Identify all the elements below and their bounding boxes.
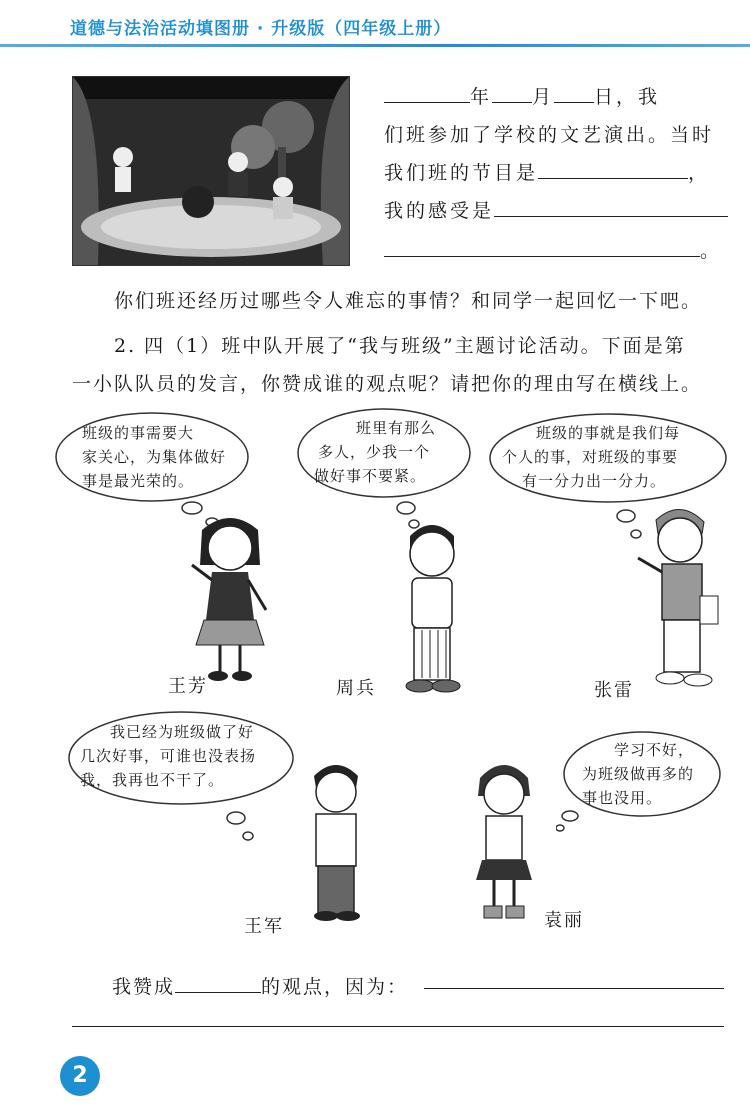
bubble-text: 班级的事需要大 家关心，为集体做好 事是最光荣的。: [82, 424, 227, 490]
bubble-text: 我已经为班级做了好 几次好事，可谁也没表扬 我，我再也不干了。: [80, 723, 257, 789]
name-yuanli: 袁丽: [544, 910, 584, 931]
girl-yuanli-illustration: [464, 756, 544, 926]
speech-bubble-wangjun: [66, 708, 296, 848]
question-line-2: 一小队队员的发言，你赞成谁的观点呢？请把你的理由写在横线上。: [72, 373, 703, 395]
program-label: 我们班的节目是: [384, 162, 539, 184]
fill-line-2: 们班参加了学校的文艺演出。当时: [384, 124, 715, 146]
reason-blank-1[interactable]: [424, 988, 724, 989]
boy-zhanglei-illustration: [628, 500, 728, 690]
name-zhoubing: 周兵: [336, 678, 376, 699]
fill-line-3: [384, 154, 710, 192]
boy-zhoubing-illustration: [392, 514, 472, 694]
month-blank[interactable]: [492, 78, 532, 103]
speech-bubble-yuanli: [556, 728, 722, 838]
stage-performance-illustration: [72, 76, 350, 266]
feeling-blank[interactable]: [494, 192, 728, 217]
year-blank[interactable]: [384, 78, 470, 103]
agree-label: 我赞成: [112, 976, 176, 998]
agree-name-blank[interactable]: [175, 968, 261, 993]
reason-label: 的观点，因为：: [261, 976, 409, 998]
feeling-blank-2[interactable]: [384, 232, 700, 257]
recall-paragraph: 你们班还经历过哪些令人难忘的事情？和同学一起回忆一下吧。: [114, 290, 703, 312]
header-rule: [0, 44, 750, 47]
comma: ，: [688, 162, 711, 184]
year-label: 年: [470, 86, 493, 108]
bubble-text: 班里有那么 多人，少我一个 做好事不要紧。: [314, 419, 437, 485]
feeling-label: 我的感受是: [384, 200, 495, 222]
period: 。: [700, 240, 723, 262]
bubble-text: 班级的事就是我们每 个人的事，对班级的事要 有一分力出一分力。: [502, 424, 681, 490]
day-blank[interactable]: [554, 78, 594, 103]
girl-wangfang-illustration: [180, 510, 280, 685]
fill-line-5: [384, 232, 722, 270]
reason-blank-2[interactable]: [72, 1026, 724, 1027]
boy-wangjun-illustration: [296, 756, 376, 922]
name-wangjun: 王军: [244, 916, 284, 937]
answer-line: [112, 968, 408, 999]
month-label: 月: [532, 86, 555, 108]
fill-line-4: [384, 192, 728, 230]
name-zhanglei: 张雷: [594, 680, 634, 701]
bubble-text: 学习不好， 为班级做再多的 事也没用。: [582, 741, 695, 807]
fill-line-date: [384, 78, 660, 116]
name-wangfang: 王芳: [168, 676, 208, 697]
page-header-title: 道德与法治活动填图册 · 升级版（四年级上册）: [70, 19, 452, 39]
program-blank[interactable]: [538, 154, 688, 179]
page-number-badge: 2: [60, 1056, 100, 1096]
day-label: 日，我: [594, 86, 661, 108]
question-line-1: 2. 四（1）班中队开展了“我与班级”主题讨论活动。下面是第: [114, 335, 686, 357]
